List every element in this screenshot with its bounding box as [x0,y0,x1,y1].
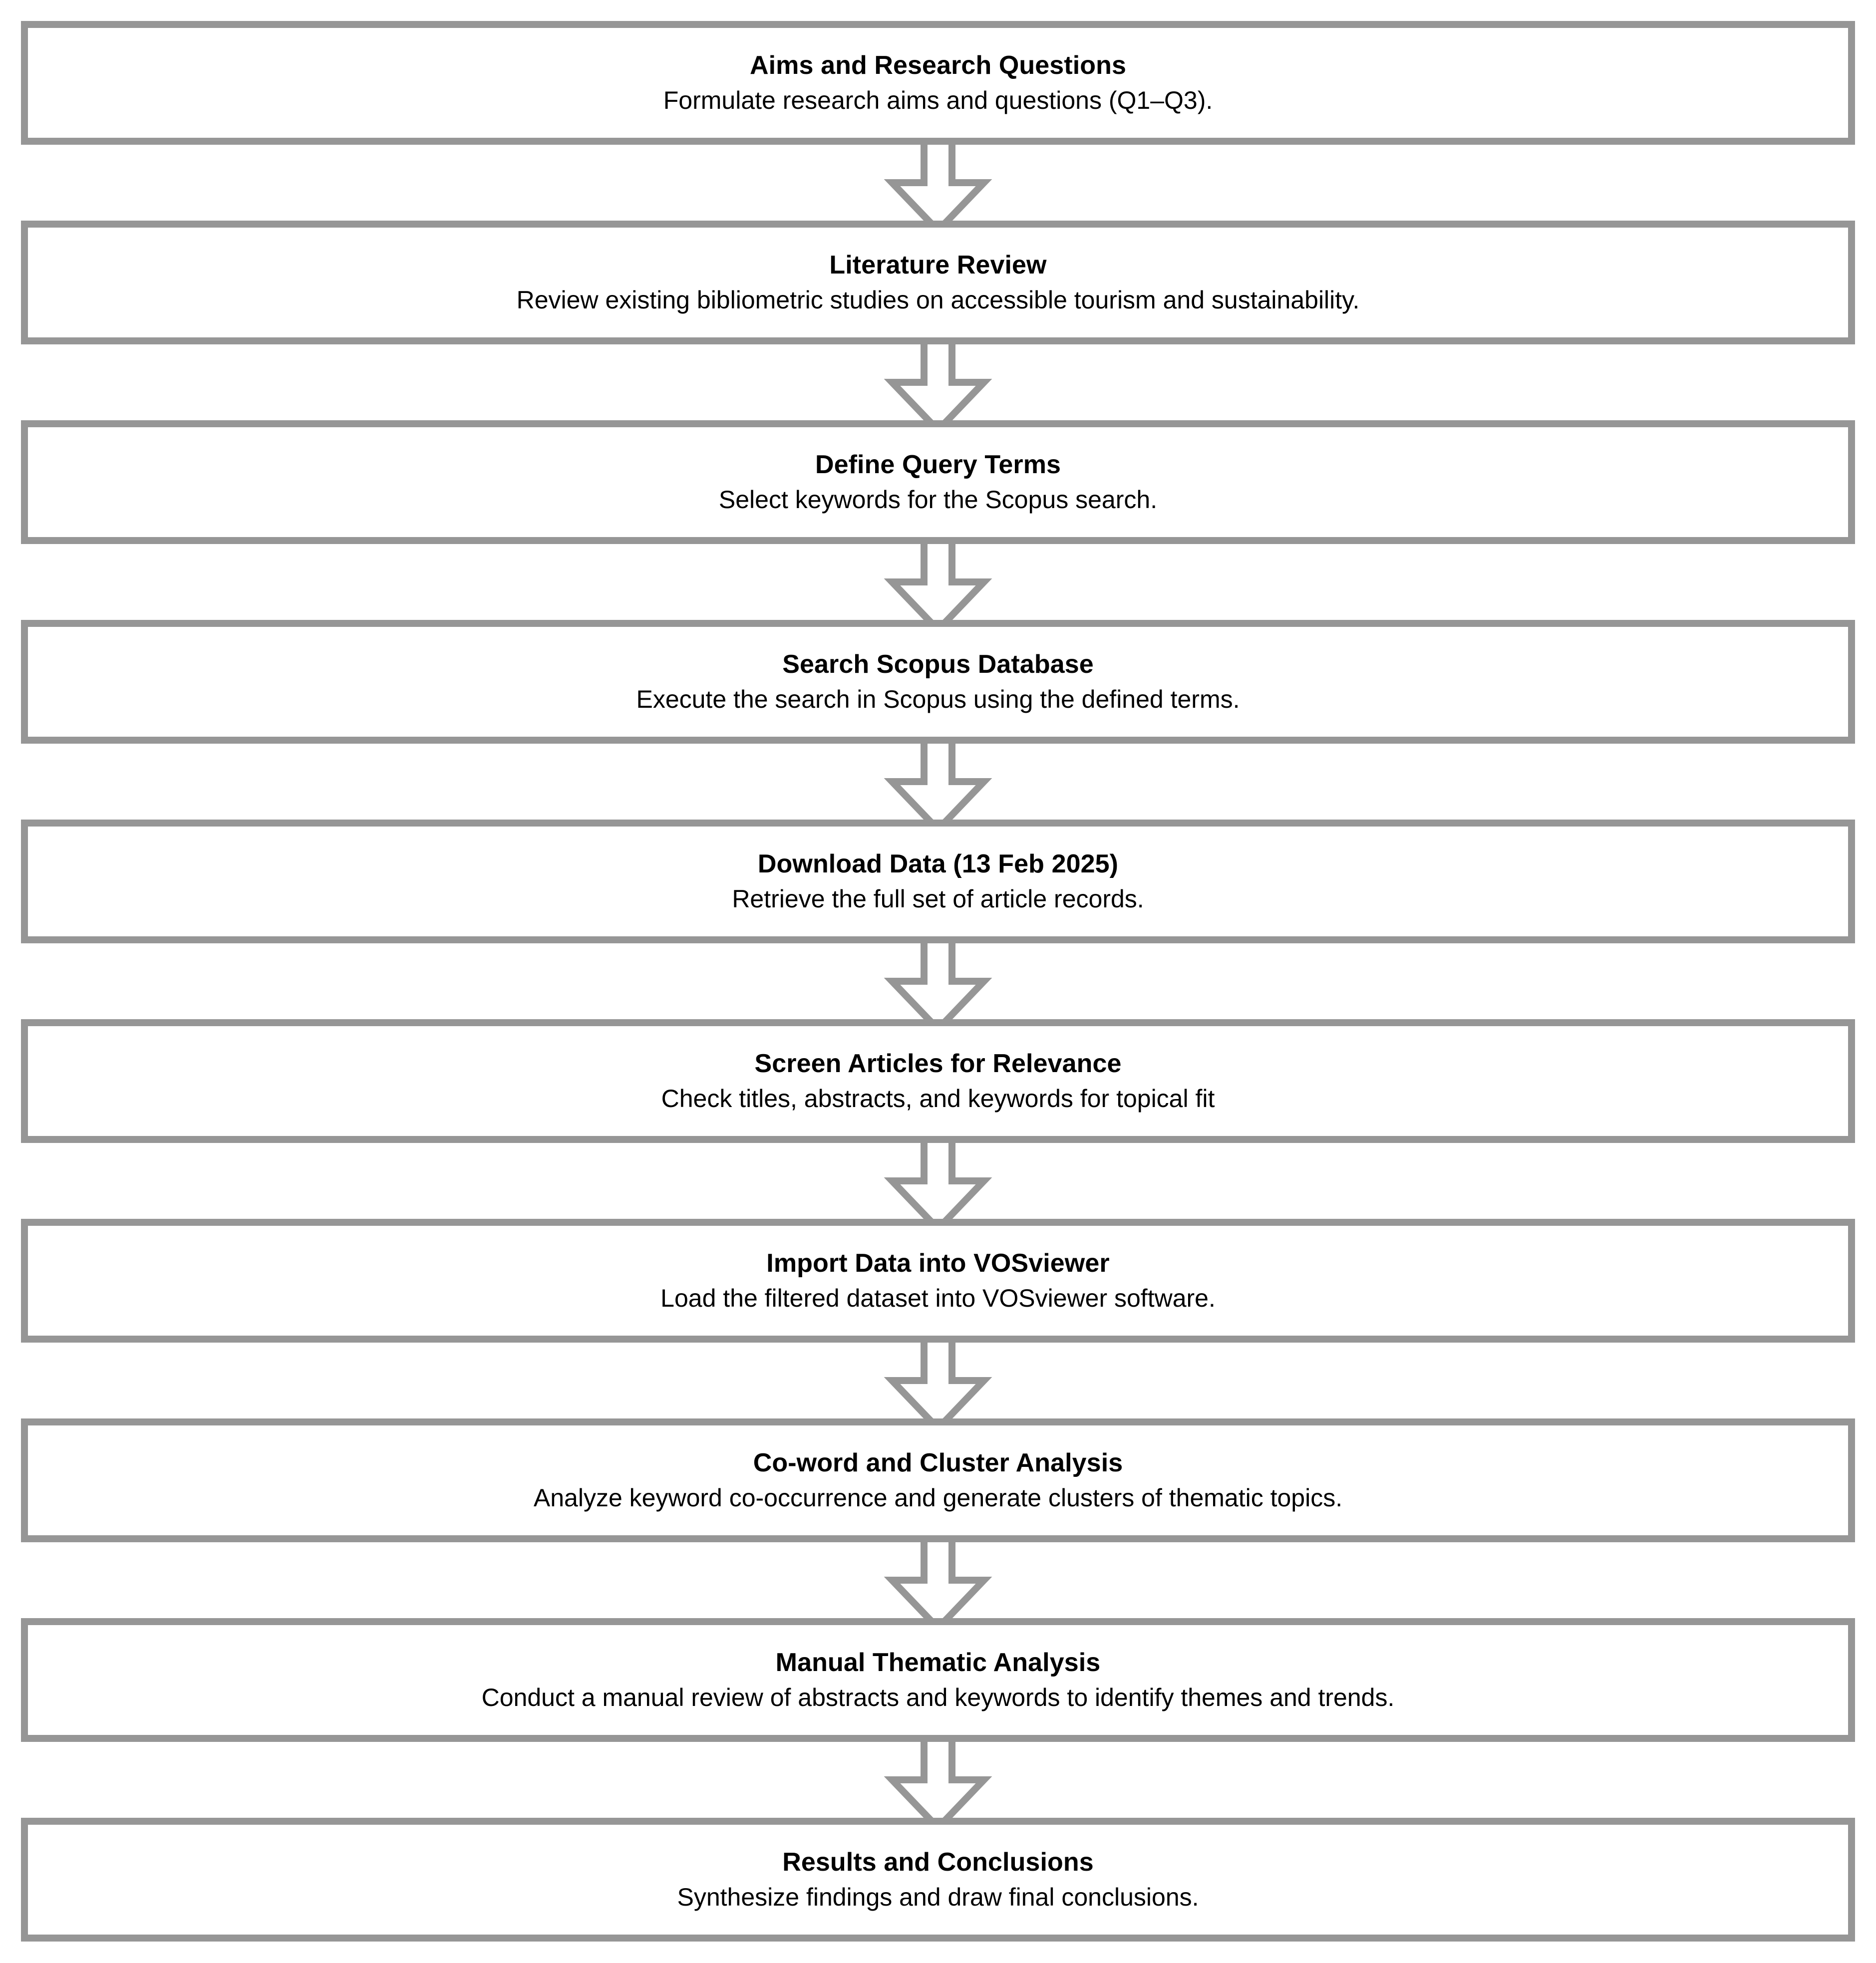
flow-step-title: Screen Articles for Relevance [754,1049,1122,1078]
flow-step-2 [21,221,1855,344]
flow-step-4 [21,620,1855,744]
flow-step-title: Define Query Terms [815,450,1061,479]
flow-step-description: Formulate research aims and questions (Q1–Q3). [663,86,1213,115]
flow-step-description: Conduct a manual review of abstracts and keywords to identify themes and trends. [481,1683,1395,1712]
flow-connector-5-to-6 [881,936,995,1029]
flow-step-title: Literature Review [829,250,1047,280]
flow-connector-7-to-8 [881,1336,995,1428]
flow-connector-9-to-10 [881,1735,995,1828]
flow-step-title: Co-word and Cluster Analysis [753,1448,1123,1477]
flow-step-description: Synthesize findings and draw final conclusions. [677,1883,1199,1912]
down-arrow-outline-icon [881,1535,995,1628]
flow-step-description: Analyze keyword co-occurrence and generate clusters of thematic topics. [533,1484,1343,1512]
flow-step-1 [21,21,1855,145]
down-arrow-outline-icon [881,138,995,231]
flow-step-3 [21,420,1855,544]
down-arrow-outline-icon [881,737,995,830]
flow-step-title: Results and Conclusions [782,1847,1094,1877]
flow-connector-2-to-3 [881,337,995,430]
flow-connector-8-to-9 [881,1535,995,1628]
flow-connector-1-to-2 [881,138,995,231]
down-arrow-outline-icon [881,1136,995,1229]
flow-step-title: Import Data into VOSviewer [766,1248,1110,1278]
down-arrow-outline-icon [881,337,995,430]
flow-step-description: Select keywords for the Scopus search. [718,486,1158,514]
flow-step-description: Review existing bibliometric studies on accessible tourism and sustainability. [516,286,1360,314]
flow-step-title: Aims and Research Questions [749,50,1127,80]
down-arrow-outline-icon [881,537,995,630]
flow-step-title: Search Scopus Database [782,649,1094,679]
flow-step-description: Execute the search in Scopus using the defined terms. [636,685,1240,714]
flow-step-6 [21,1019,1855,1143]
flow-step-10 [21,1818,1855,1942]
flow-step-description: Check titles, abstracts, and keywords for topical fit [661,1085,1215,1113]
flow-step-description: Load the filtered dataset into VOSviewer software. [660,1284,1216,1313]
flow-step-title: Download Data (13 Feb 2025) [757,849,1119,878]
flow-step-8 [21,1418,1855,1542]
flow-step-5 [21,820,1855,943]
down-arrow-outline-icon [881,1336,995,1428]
flow-step-7 [21,1219,1855,1343]
down-arrow-outline-icon [881,936,995,1029]
flow-connector-4-to-5 [881,737,995,830]
flow-step-9 [21,1618,1855,1742]
flow-step-description: Retrieve the full set of article records. [732,885,1144,913]
flow-connector-6-to-7 [881,1136,995,1229]
flow-step-title: Manual Thematic Analysis [775,1648,1101,1677]
down-arrow-outline-icon [881,1735,995,1828]
flow-connector-3-to-4 [881,537,995,630]
